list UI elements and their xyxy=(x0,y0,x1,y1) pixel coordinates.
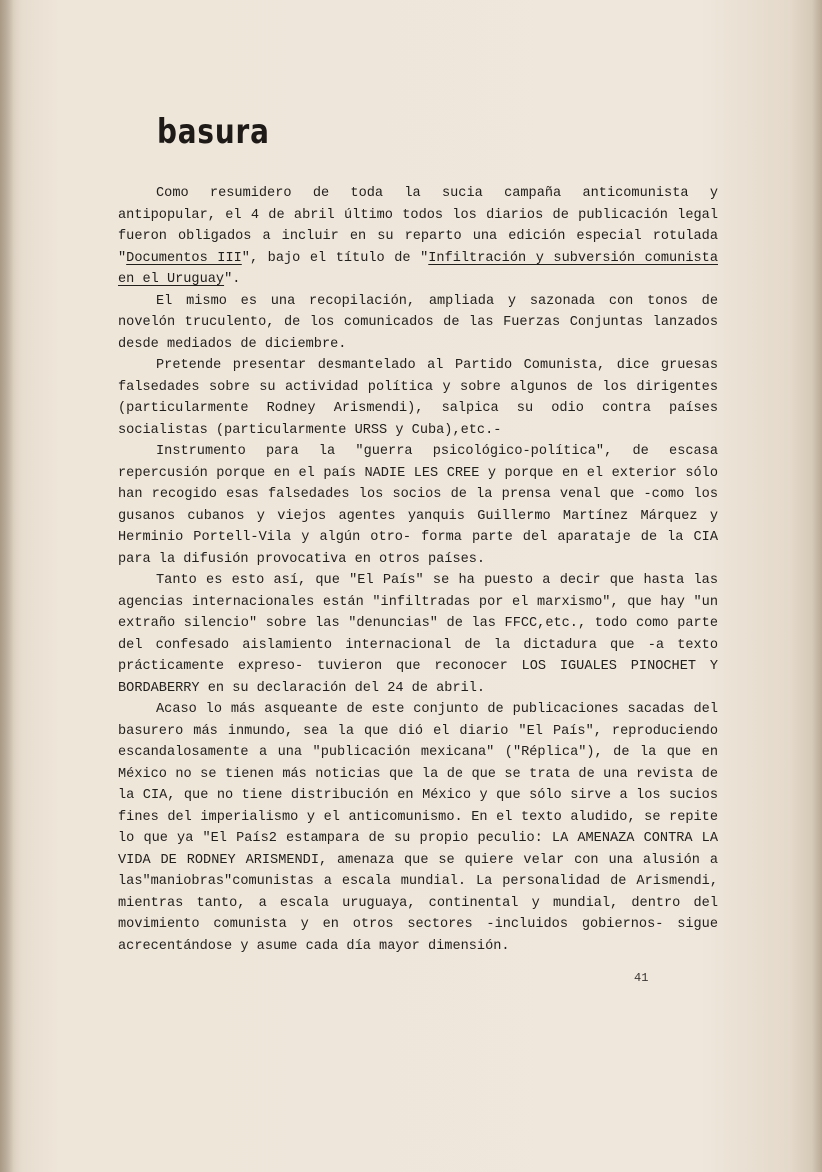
page-number: 41 xyxy=(634,971,649,985)
paragraph xyxy=(118,441,718,570)
text-segment: Como resumidero de toda la sucia campaña anticomunista y antipopular, el 4 de abril último todos los diarios de publicación legal fueron obligados a incluir en su reparto una edición especial rotulada " xyxy=(118,186,718,266)
text-segment: ". xyxy=(224,272,241,287)
body-text xyxy=(118,183,718,957)
underlined-title: Documentos III xyxy=(126,250,242,266)
paragraph xyxy=(118,183,718,291)
text-segment: Pretende presentar desmantelado al Partido Comunista, dice gruesas falsedades sobre su actividad política y sobre algunos de los dirigentes (particularmente Rodney Arismendi), salpica su odio contra países socialistas (particularmente URSS y Cuba),etc.- xyxy=(118,358,718,438)
paragraph xyxy=(118,355,718,441)
text-segment: El mismo es una recopilación, ampliada y sazonada con tonos de novelón truculento, de los comunicados de las Fuerzas Conjuntas lanzados desde mediados de diciembre. xyxy=(118,293,718,352)
underlined-title: Infiltración y subversión comunista en el Uruguay xyxy=(118,250,718,287)
text-segment: ", bajo el título de " xyxy=(241,250,429,266)
page-edge xyxy=(812,0,822,1172)
page-heading: basura xyxy=(157,112,270,152)
binding-shadow xyxy=(0,0,14,1172)
text-segment: Instrumento para la "guerra psicológico-política", de escasa repercusión porque en el país NADIE LES CREE y porque en el exterior sólo han recogido esas falsedades los socios de la prensa venal que -como los gusanos cubanos y viejos agentes yanquis Guillermo Martínez Márquez y Herminio Portell-Vila y algún otro- forma parte del aparataje de la CIA para la difusión provocativa en otros países. xyxy=(118,444,718,567)
text-segment: Acaso lo más asqueante de este conjunto de publicaciones sacadas del basurero más inmundo, sea la que dió el diario "El País", reproduciendo escandalosamente a una "publicación mexicana" ("Réplica"), de la que en México no se tienen más noticias que la de que se trata de una revista de la CIA, que no tiene distribución en México y que sólo sirve a los sucios fines del imperialismo y el anticomunismo. En el texto aludido, se repite lo que ya "El País2 estampara de su propio peculio: LA AMENAZA CONTRA LA VIDA DE RODNEY ARISMENDI, amenaza que se quiere velar con una alusión a las"maniobras"comunistas a escala mundial. La personalidad de Arismendi, mientras tanto, a escala uruguaya, continental y mundial, dentro del movimiento comunista y en otros sectores -incluidos gobiernos- sigue acrecentándose y asume cada día mayor dimensión. xyxy=(118,702,718,954)
paragraph xyxy=(118,699,718,957)
text-segment: Tanto es esto así, que "El País" se ha puesto a decir que hasta las agencias internacionales están "infiltradas por el marxismo", que hay "un extraño silencio" sobre las "denuncias" de las FFCC,etc., todo como parte del confesado aislamiento internacional de la dictadura que -a texto prácticamente expreso- tuvieron que reconocer LOS IGUALES PINOCHET Y BORDABERRY en su declaración del 24 de abril. xyxy=(118,573,718,696)
paragraph xyxy=(118,291,718,356)
paragraph xyxy=(118,570,718,699)
